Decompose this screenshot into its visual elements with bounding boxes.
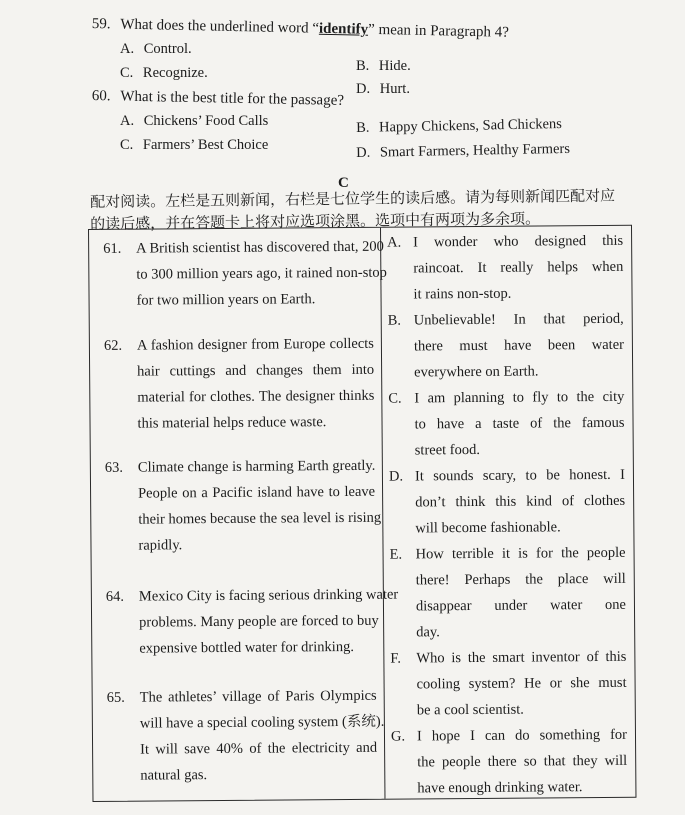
news-line: this material helps reduce waste. [137, 414, 327, 432]
news-line: rapidly. [138, 537, 183, 554]
news-line: hair cuttings and changes them into [137, 361, 375, 380]
news-line: their homes because the sea level is rising [138, 509, 382, 528]
option-letter: B. [356, 58, 370, 74]
option-text: Happy Chickens, Sad Chickens [378, 116, 563, 136]
comment-letter: B. [387, 312, 402, 329]
option-text: Recognize. [142, 65, 208, 81]
section-instruction-line2: 的读后感，并在答题卡上将对应选项涂黑。选项中有两项为多余项。 [90, 209, 541, 233]
comment-line: I hope I can do something for [416, 726, 628, 745]
matching-table [88, 225, 636, 802]
comment-letter: D. [388, 468, 404, 485]
comment-line: have enough drinking water. [417, 779, 583, 797]
comment-line: Unbelievable! In that period, [413, 310, 624, 329]
news-item-61 [103, 234, 387, 314]
section-letter: C [338, 175, 349, 191]
comment-e [389, 540, 626, 646]
news-item-64 [105, 582, 399, 662]
comment-letter: E. [389, 546, 403, 563]
q60-option-b[interactable] [356, 116, 562, 137]
comment-line: will become fashionable. [415, 519, 561, 537]
option-letter: B. [356, 119, 370, 136]
q60-option-c[interactable] [120, 137, 268, 154]
comment-line: it rains non-stop. [413, 285, 512, 303]
comment-line: everywhere on Earth. [414, 363, 539, 381]
q59-option-d[interactable] [356, 81, 410, 98]
q60-stem [92, 88, 344, 110]
news-line: for two million years on Earth. [136, 291, 316, 309]
comment-g [391, 722, 628, 802]
news-line: to 300 million years ago, it rained non-stop [136, 264, 387, 283]
comment-letter: C. [388, 390, 402, 407]
news-line: A British scientist has discovered that, 200 [136, 238, 384, 257]
comment-line: there! Perhaps the place will [415, 570, 626, 589]
comment-line: be a cool scientist. [416, 701, 524, 719]
comment-letter: G. [390, 728, 406, 745]
comment-c [388, 384, 625, 464]
news-line: Mexico City is facing serious drinking water [138, 586, 399, 605]
q59-option-a[interactable] [120, 41, 192, 58]
q60-number: 60. [91, 88, 111, 105]
comment-line: to have a taste of the famous [414, 414, 625, 433]
q60-option-a[interactable] [120, 113, 268, 130]
option-text: Control. [143, 41, 192, 57]
news-item-62 [104, 331, 375, 437]
q59-stem-before: What does the underlined word “ [120, 16, 320, 37]
option-letter: D. [356, 81, 371, 97]
comment-line: street food. [414, 441, 481, 459]
comment-line: How terrible it is for the people [415, 544, 626, 563]
news-item-65 [106, 683, 385, 789]
q59-keyword: identify [318, 20, 369, 38]
comment-b [388, 306, 625, 386]
news-number: 63. [104, 459, 124, 476]
news-item-63 [104, 453, 382, 559]
section-instruction-line1: 配对阅读。左栏是五则新闻，右栏是七位学生的读后感。请为每则新闻匹配对应 [90, 186, 616, 211]
news-line: Climate change is harming Earth greatly. [137, 457, 376, 476]
news-line: natural gas. [140, 767, 208, 784]
option-letter: C. [120, 137, 134, 153]
q59-number: 59. [91, 16, 111, 33]
q59-option-c[interactable] [120, 65, 208, 82]
comment-letter: F. [390, 650, 401, 667]
comment-line: the people there so that they will [417, 752, 628, 771]
comment-a [387, 228, 624, 308]
news-line: People on a Pacific island have to leave [138, 483, 376, 502]
news-line: The athletes’ village of Paris Olympics [139, 687, 377, 706]
option-text: Hide. [378, 58, 411, 74]
q59-option-b[interactable] [356, 58, 411, 75]
comment-line: It sounds scary, to be honest. I [414, 466, 626, 485]
option-letter: C. [120, 65, 134, 81]
comment-line: day. [416, 624, 440, 641]
news-number: 65. [106, 689, 125, 706]
comment-f [390, 644, 627, 724]
option-text: Farmers’ Best Choice [142, 137, 269, 153]
q60-option-d[interactable] [356, 141, 570, 162]
option-text: Hurt. [379, 81, 410, 97]
q59-stem-after: ” mean in Paragraph 4? [367, 21, 510, 41]
news-line: A fashion designer from Europe collects [136, 335, 374, 354]
q59-stem [92, 16, 509, 42]
news-line: It will save 40% of the electricity and [140, 739, 378, 758]
option-letter: D. [356, 144, 371, 161]
comment-line: raincoat. It really helps when [413, 258, 624, 277]
comment-line: disappear under water one [415, 596, 627, 615]
comment-line: Who is the smart inventor of this [416, 648, 627, 667]
option-text: Chickens’ Food Calls [143, 113, 269, 129]
news-line: material for clothes. The designer thinks [137, 387, 375, 406]
comment-line: I wonder who designed this [413, 232, 624, 251]
news-number: 61. [103, 240, 122, 257]
option-letter: A. [120, 113, 135, 129]
news-line: expensive bottled water for drinking. [139, 638, 354, 657]
comment-line: don’t think this kind of clothes [415, 492, 626, 511]
option-text: Smart Farmers, Healthy Farmers [379, 140, 571, 161]
comment-line: cooling system? He or she must [416, 674, 627, 693]
comment-d [389, 462, 626, 542]
option-letter: A. [120, 41, 135, 57]
comment-line: I am planning to fly to the city [414, 388, 625, 407]
news-line: will have a special cooling system (系统). [139, 713, 385, 732]
q60-stem-text: What is the best title for the passage? [120, 88, 345, 109]
news-number: 62. [103, 337, 123, 354]
news-number: 64. [105, 588, 125, 605]
news-line: problems. Many people are forced to buy [139, 612, 379, 631]
comment-letter: A. [387, 234, 402, 251]
comment-line: there must have been water [413, 336, 624, 355]
